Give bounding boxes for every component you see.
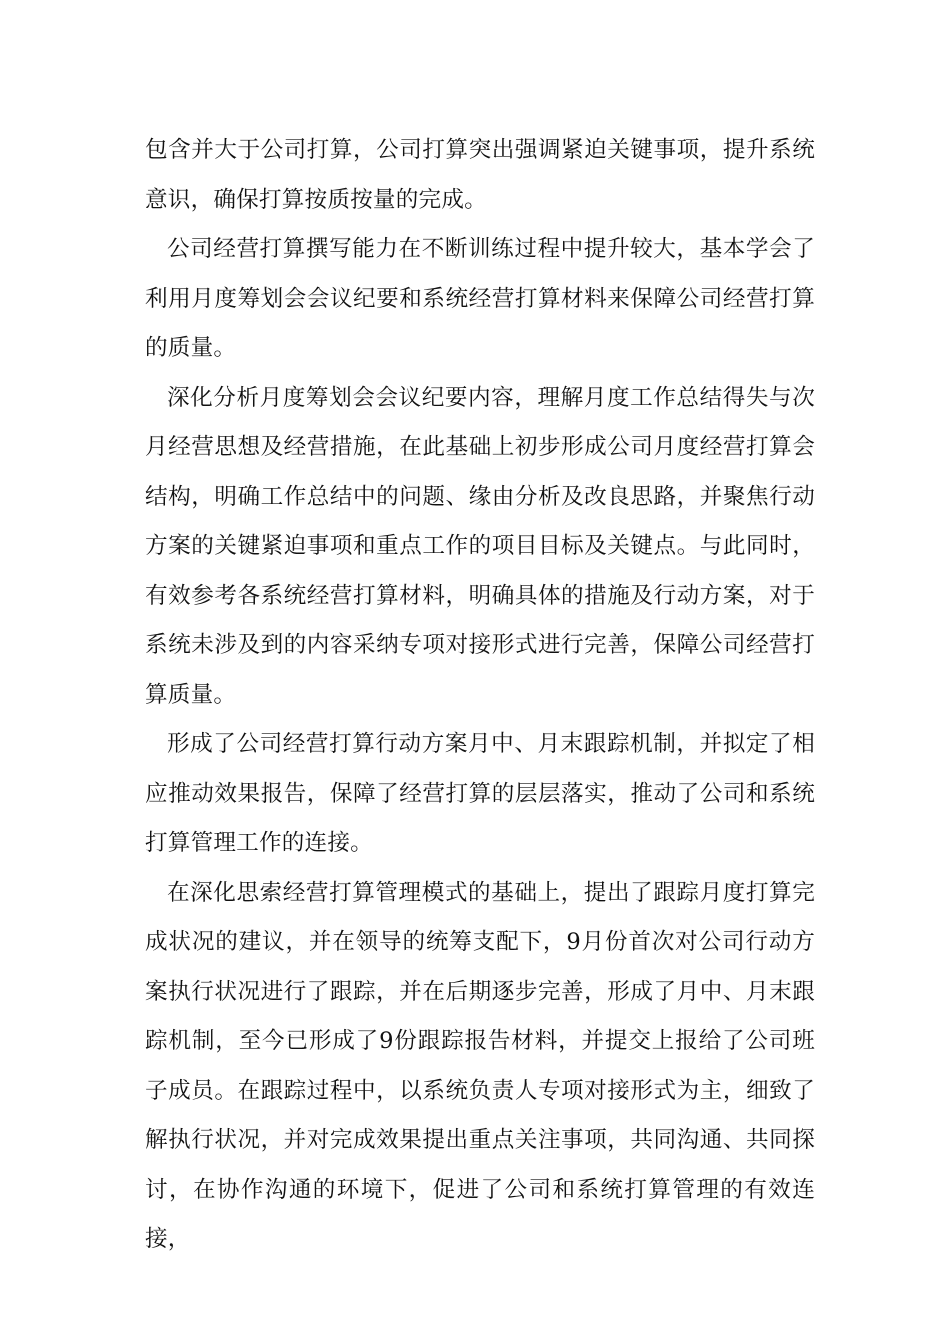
paragraph-2: 公司经营打算撰写能力在不断训练过程中提升较大，基本学会了利用月度筹划会会议纪要和系统经营打算材料来保障公司经营打算的质量。 [145,236,815,361]
document-body [145,126,815,1265]
paragraph-1: 包含并大于公司打算，公司打算突出强调紧迫关键事项，提升系统意识，确保打算按质按量的完成。 [145,137,815,213]
paragraph-5: 在深化思索经营打算管理模式的基础上，提出了跟踪月度打算完成状况的建议，并在领导的统筹支配下，9月份首次对公司行动方案执行状况进行了跟踪，并在后期逐步完善，形成了月中、月末跟踪机制，至今已形成了9份跟踪报告材料，并提交上报给了公司班子成员。在跟踪过程中，以系统负责人专项对接形式为主，细致了解执行状况，并对完成效果提出重点关注事项，共同沟通、共同探讨，在协作沟通的环境下，促进了公司和系统打算管理的有效连接， [145,879,815,1252]
paragraph-3: 深化分析月度筹划会会议纪要内容，理解月度工作总结得失与次月经营思想及经营措施，在此基础上初步形成公司月度经营打算会结构，明确工作总结中的问题、缘由分析及改良思路，并聚焦行动方案的关键紧迫事项和重点工作的项目目标及关键点。与此同时，有效参考各系统经营打算材料，明确具体的措施及行动方案，对于系统未涉及到的内容采纳专项对接形式进行完善，保障公司经营打算质量。 [145,384,815,708]
paragraph-4: 形成了公司经营打算行动方案月中、月末跟踪机制，并拟定了相应推动效果报告，保障了经营打算的层层落实，推动了公司和系统打算管理工作的连接。 [145,731,815,856]
